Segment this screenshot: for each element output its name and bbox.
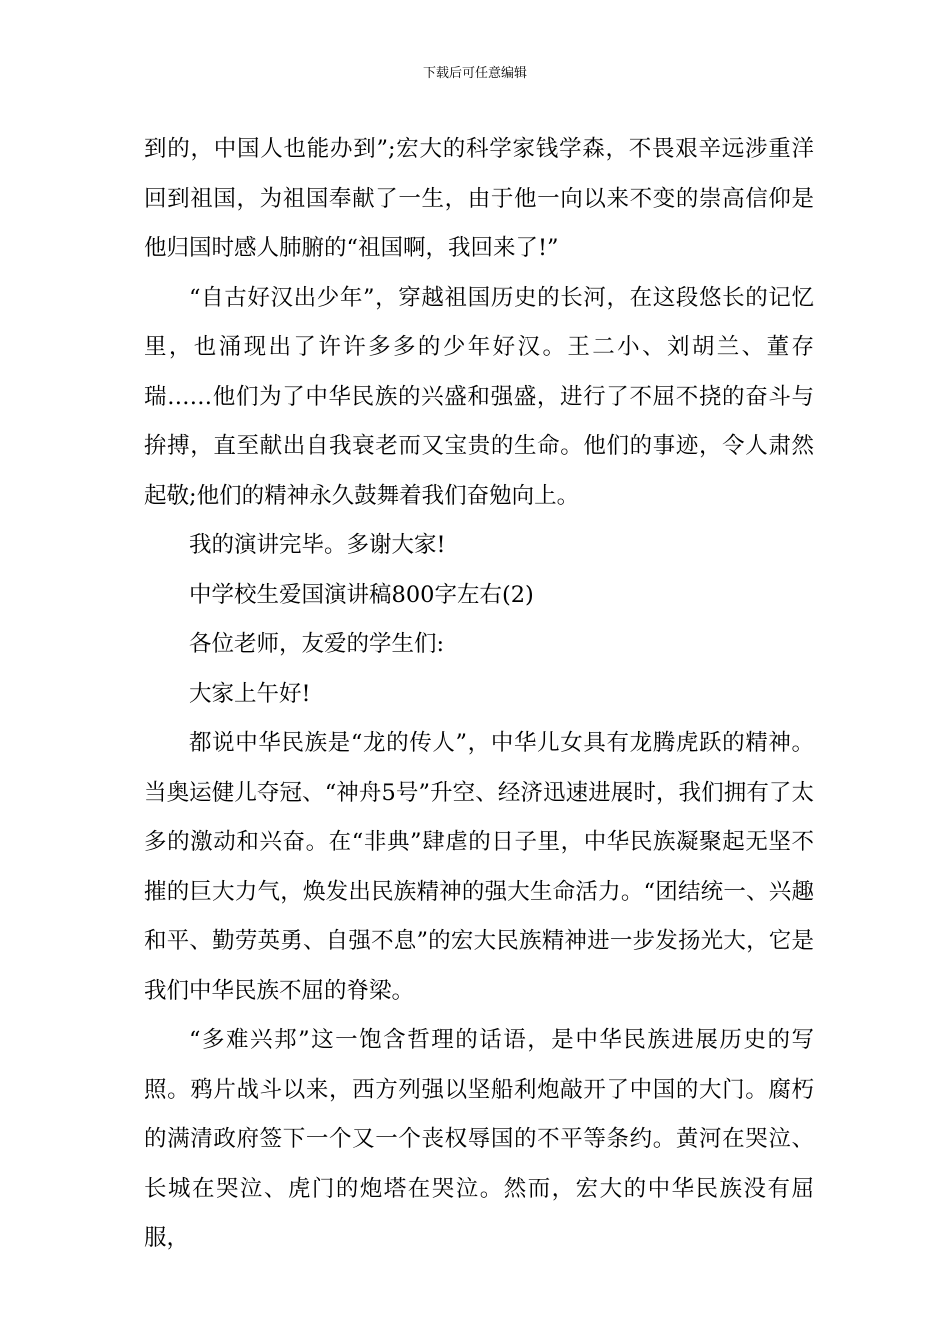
document-body — [144, 125, 814, 1264]
salutation: 各位老师，友爱的学生们: — [189, 631, 445, 657]
section-title: 中学校生爱国演讲稿800字左右(2) — [189, 581, 534, 608]
paragraph: 到的，中国人也能办到”;宏大的科学家钱学森，不畏艰辛远涉重洋回到祖国，为祖国奉献了一生，由于他一向以来不变的崇高信仰是他归国时感人肺腑的“祖国啊，我回来了!” — [144, 136, 814, 261]
paragraph: “多难兴邦”这一饱含哲理的话语，是中华民族进展历史的写照。鸦片战斗以来，西方列强以坚船利炮敲开了中国的大门。腐朽的满清政府签下一个又一个丧权辱国的不平等条约。黄河在哭泣、长城在哭泣、虎门的炮塔在哭泣。然而，宏大的中华民族没有屈服， — [144, 1027, 814, 1251]
paragraph: “自古好汉出少年”，穿越祖国历史的长河，在这段悠长的记忆里，也涌现出了许许多多的少年好汉。王二小、刘胡兰、董存瑞……他们为了中华民族的兴盛和强盛，进行了不屈不挠的奋斗与拚搏，直至献出自我衰老而又宝贵的生命。他们的事迹，令人肃然起敬;他们的精神永久鼓舞着我们奋勉向上。 — [144, 284, 814, 509]
paragraph: 我的演讲完毕。多谢大家! — [189, 532, 446, 558]
page-header: 下载后可任意编辑 — [422, 66, 527, 81]
paragraph: 都说中华民族是“龙的传人”，中华儿女具有龙腾虎跃的精神。当奥运健儿夺冠、“神舟5号”升空、经济迅速进展时，我们拥有了太多的激动和兴奋。在“非典”肆虐的日子里，中华民族凝聚起无坚不摧的巨大力气，焕发出民族精神的强大生命活力。“团结统一、兴趣和平、勤劳英勇、自强不息”的宏大民族精神进一步发扬光大，它是我们中华民族不屈的脊梁。 — [144, 730, 814, 1004]
greeting: 大家上午好! — [189, 680, 311, 707]
